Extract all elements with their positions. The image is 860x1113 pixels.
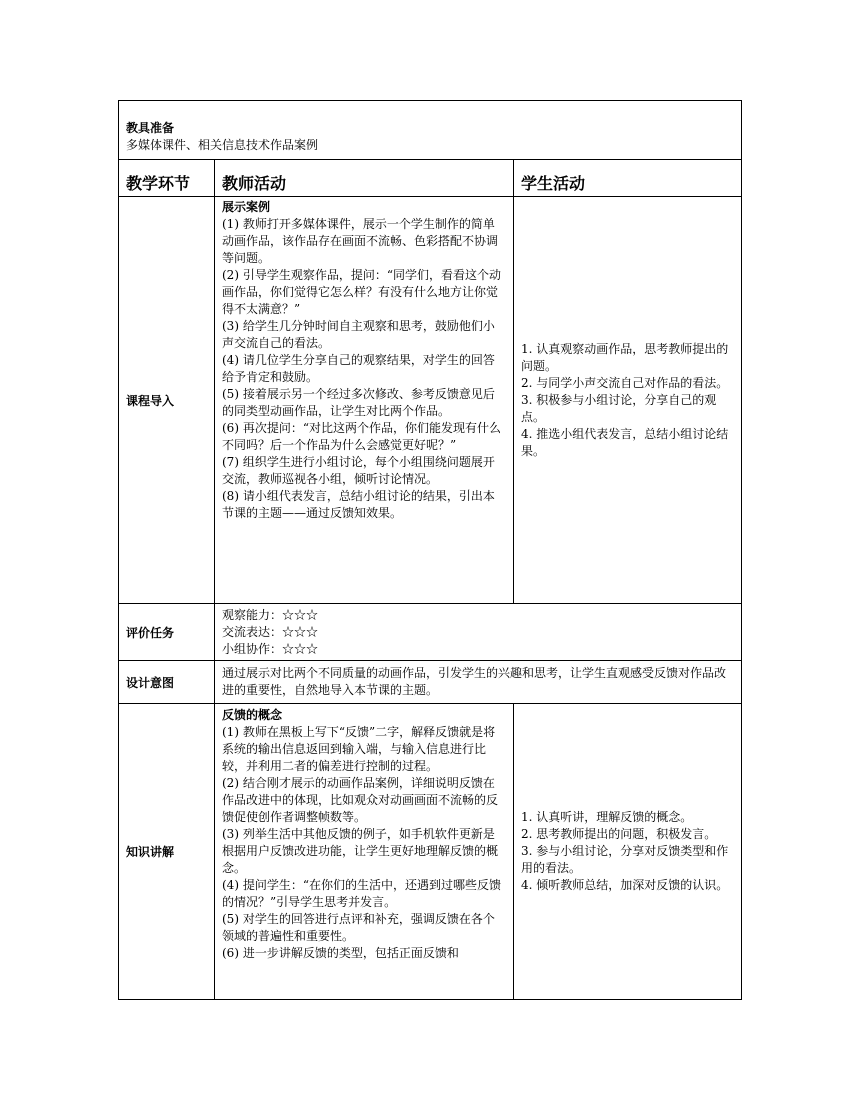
knowledge-teacher-item: (1) 教师在黑板上写下“反馈”二字，解释反馈就是将系统的输出信息返回到输入端，与输入信息进行比较，并利用二者的偏差进行控制的过程。 [222, 725, 496, 773]
intro-teacher-item: (8) 请小组代表发言，总结小组讨论的结果，引出本节课的主题——通过反馈知效果。 [222, 489, 495, 520]
knowledge-teacher-item: (3) 列举生活中其他反馈的例子，如手机软件更新是根据用户反馈改进功能，让学生更好地理解反馈的概念。 [222, 827, 499, 875]
intro-student-item: 1. 认真观察动画作品，思考教师提出的问题。 [521, 341, 729, 373]
design-content: 通过展示对比两个不同质量的动画作品，引发学生的兴趣和思考，让学生直观感受反馈对作品改进的重要性，自然地导入本节课的主题。 [222, 666, 727, 697]
lesson-plan-page [118, 100, 741, 1000]
knowledge-student-item: 3. 参与小组讨论，分享对反馈类型和作用的看法。 [521, 844, 729, 875]
eval-cell [215, 604, 742, 661]
intro-teacher-item: (2) 引导学生观察作品，提问：“同学们，看看这个动画作品，你们觉得它怎么样？有没有什么地方让你觉得不太满意？” [222, 268, 501, 316]
intro-student-item: 4. 推选小组代表发言，总结小组讨论结果。 [521, 426, 729, 458]
knowledge-teacher-item: (4) 提问学生：“在你们的生活中，还遇到过哪些反馈的情况？”引导学生思考并发言。 [222, 878, 501, 909]
prep-content: 多媒体课件、相关信息技术作品案例 [126, 138, 319, 152]
knowledge-student-item: 4. 倾听教师总结，加深对反馈的认识。 [521, 878, 729, 892]
knowledge-teacher-item: (5) 对学生的回答进行点评和补充，强调反馈在各个领域的普遍性和重要性。 [222, 912, 495, 943]
intro-teacher-item: (6) 再次提问：“对比这两个作品，你们能发现有什么不同吗？后一个作品为什么会感觉更好呢？” [222, 421, 501, 452]
header-student: 学生活动 [514, 160, 742, 197]
intro-teacher-cell [215, 197, 514, 604]
intro-teacher-item: (5) 接着展示另一个经过多次修改、参考反馈意见后的同类型动画作品，让学生对比两个作品。 [222, 387, 495, 418]
knowledge-teacher-cell [215, 704, 514, 1000]
prep-row [119, 101, 742, 160]
design-cell [215, 661, 742, 704]
lesson-plan-table [118, 100, 742, 1000]
intro-teacher-item: (1) 教师打开多媒体课件，展示一个学生制作的简单动画作品，该作品存在画面不流畅、色彩搭配不协调等问题。 [222, 217, 499, 265]
intro-student-item: 2. 与同学小声交流自己对作品的看法。 [521, 375, 729, 390]
eval-item: 观察能力：☆☆☆ [222, 608, 319, 622]
knowledge-student-item: 2. 思考教师提出的问题，积极发言。 [521, 827, 717, 841]
knowledge-teacher-item: (2) 结合刚才展示的动画作品案例，详细说明反馈在作品改进中的体现，比如观众对动画画面不流畅的反馈促使创作者调整帧数等。 [222, 776, 499, 824]
eval-item: 小组协作：☆☆☆ [222, 642, 319, 656]
prep-cell [119, 101, 742, 160]
intro-teacher-item: (3) 给学生几分钟时间自主观察和思考，鼓励他们小声交流自己的看法。 [222, 319, 495, 350]
design-row [119, 661, 742, 704]
design-stage: 设计意图 [119, 661, 215, 704]
eval-row [119, 604, 742, 661]
knowledge-teacher-title: 反馈的概念 [222, 708, 283, 722]
knowledge-student-cell [514, 704, 742, 1000]
intro-student-item: 3. 积极参与小组讨论，分享自己的观点。 [521, 392, 717, 424]
intro-student-cell [514, 197, 742, 604]
knowledge-student-item: 1. 认真听讲，理解反馈的概念。 [521, 810, 693, 824]
intro-teacher-item: (4) 请几位学生分享自己的观察结果，对学生的回答给予肯定和鼓励。 [222, 353, 495, 384]
knowledge-teacher-item: (6) 进一步讲解反馈的类型，包括正面反馈和 [222, 946, 459, 960]
header-stage: 教学环节 [119, 160, 215, 197]
header-teacher: 教师活动 [215, 160, 514, 197]
knowledge-stage: 知识讲解 [119, 704, 215, 1000]
intro-teacher-item: (7) 组织学生进行小组讨论，每个小组围绕问题展开交流，教师巡视各小组，倾听讨论情况。 [222, 455, 495, 486]
knowledge-row [119, 704, 742, 1000]
header-row [119, 160, 742, 197]
eval-stage: 评价任务 [119, 604, 215, 661]
eval-item: 交流表达：☆☆☆ [222, 625, 319, 639]
prep-title: 教具准备 [126, 121, 175, 135]
intro-row [119, 197, 742, 604]
intro-teacher-title: 展示案例 [222, 200, 271, 214]
intro-stage: 课程导入 [119, 197, 215, 604]
